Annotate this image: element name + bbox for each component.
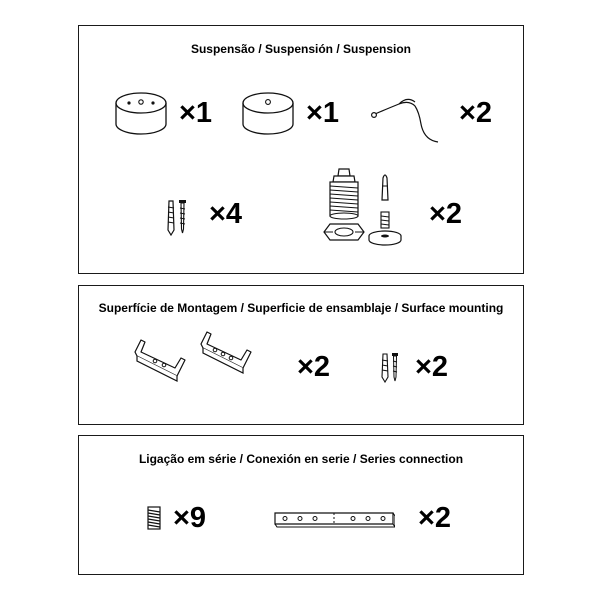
suspension-cable-qty: ×2 [459,97,493,129]
series-connection-panel [78,435,524,575]
mounting-bracket-qty: ×2 [297,351,331,383]
grub-screw-icon [146,505,162,531]
connector-plate-qty: ×2 [418,502,452,534]
connector-plate-icon [273,510,395,530]
wall-plug-and-screw-small-icon [378,351,402,383]
grub-screw-qty: ×9 [173,502,207,534]
suspension-panel [78,25,524,274]
surface-mounting-panel [78,285,524,425]
wall-plug-and-screw-qty: ×4 [209,198,243,230]
suspension-cable-icon [367,84,441,146]
surface-mounting-title: Superfície de Montagem / Superficie de ensamblaje / Surface mounting [98,301,504,315]
wall-plug-and-screw-icon [163,198,191,236]
canopy-qty: ×1 [306,97,340,129]
series-connection-title: Ligação em série / Conexión en serie / Series connection [138,452,464,466]
suspension-title: Suspensão / Suspensión / Suspension [190,42,412,56]
canopy-with-holes-icon [113,90,169,142]
canopy-icon [240,90,296,142]
mounting-bracket-icon [131,330,271,388]
wall-plug-and-screw-small-qty: ×2 [415,351,449,383]
cable-gripper-set-qty: ×2 [429,198,463,230]
cable-gripper-set-icon [321,166,413,252]
canopy-with-holes-qty: ×1 [179,97,213,129]
